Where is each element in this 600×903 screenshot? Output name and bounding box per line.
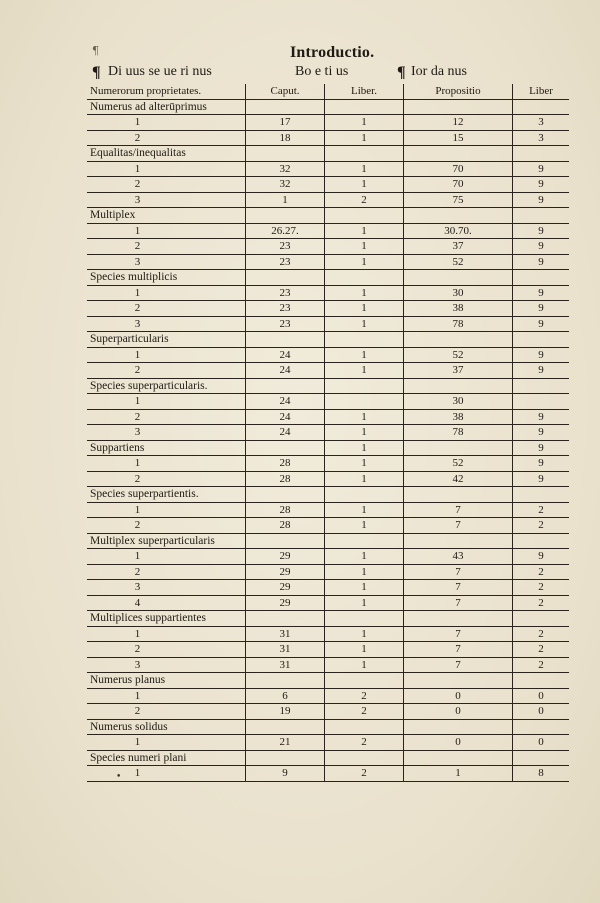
headline xyxy=(92,64,562,84)
cell-liber-2 xyxy=(513,208,570,224)
cell-propositio xyxy=(404,270,513,286)
cell-topic: 2 xyxy=(87,704,246,720)
cell-topic: 1 xyxy=(87,161,246,177)
cell-propositio xyxy=(404,611,513,627)
cell-propositio: 43 xyxy=(404,549,513,565)
cell-caput: 23 xyxy=(246,316,325,332)
cell-caput: 24 xyxy=(246,394,325,410)
col-header-caput: Caput. xyxy=(246,84,325,99)
table-row xyxy=(87,626,569,642)
cell-liber: 2 xyxy=(325,192,404,208)
cell-caput xyxy=(246,440,325,456)
cell-propositio: 1 xyxy=(404,766,513,782)
col-header-topic: Numerorum proprietates. xyxy=(87,84,246,99)
cell-topic: 3 xyxy=(87,254,246,270)
cell-topic: 1 xyxy=(87,688,246,704)
table-row xyxy=(87,735,569,751)
cell-liber: 1 xyxy=(325,254,404,270)
cell-propositio: 30.70. xyxy=(404,223,513,239)
cell-caput: 29 xyxy=(246,564,325,580)
cell-caput: 17 xyxy=(246,115,325,131)
cell-liber: 1 xyxy=(325,471,404,487)
cell-liber xyxy=(325,487,404,503)
cell-topic: 2 xyxy=(87,409,246,425)
cell-liber-2 xyxy=(513,99,570,115)
cell-liber-2 xyxy=(513,394,570,410)
cell-propositio xyxy=(404,208,513,224)
cell-topic: Species numeri plani xyxy=(87,750,246,766)
cell-topic: 4 xyxy=(87,595,246,611)
cell-propositio: 52 xyxy=(404,456,513,472)
table-row xyxy=(87,161,569,177)
cell-caput: 28 xyxy=(246,502,325,518)
cell-liber xyxy=(325,99,404,115)
cell-topic: Species superpartientis. xyxy=(87,487,246,503)
cell-caput xyxy=(246,487,325,503)
cell-liber-2: 9 xyxy=(513,285,570,301)
cell-liber-2: 9 xyxy=(513,409,570,425)
cell-liber: 1 xyxy=(325,161,404,177)
cell-liber-2 xyxy=(513,533,570,549)
cell-caput: 32 xyxy=(246,177,325,193)
pilcrow-mark: ¶ xyxy=(92,64,101,81)
cell-caput: 28 xyxy=(246,518,325,534)
cell-caput xyxy=(246,208,325,224)
cell-liber-2 xyxy=(513,673,570,689)
headline-text-1: Di uus se ue ri nus xyxy=(108,64,212,79)
table-row xyxy=(87,704,569,720)
table-row xyxy=(87,130,569,146)
cell-propositio: 0 xyxy=(404,704,513,720)
cell-liber-2: 9 xyxy=(513,471,570,487)
table-row xyxy=(87,642,569,658)
cell-caput: 23 xyxy=(246,254,325,270)
cell-liber: 2 xyxy=(325,688,404,704)
cell-propositio: 7 xyxy=(404,626,513,642)
headline-text-3: Ior da nus xyxy=(411,64,467,79)
cell-liber: 1 xyxy=(325,301,404,317)
cell-caput xyxy=(246,378,325,394)
cell-propositio: 30 xyxy=(404,394,513,410)
cell-propositio: 7 xyxy=(404,564,513,580)
col-header-propositio: Propositio xyxy=(404,84,513,99)
cell-topic: Suppartiens xyxy=(87,440,246,456)
cell-topic: Equalitas/inequalitas xyxy=(87,146,246,162)
cell-caput: 23 xyxy=(246,239,325,255)
section-row xyxy=(87,99,569,115)
section-row xyxy=(87,378,569,394)
cell-propositio: 75 xyxy=(404,192,513,208)
cell-liber-2: 2 xyxy=(513,564,570,580)
cell-caput: 31 xyxy=(246,626,325,642)
index-table xyxy=(87,84,569,782)
section-row xyxy=(87,208,569,224)
cell-topic: 2 xyxy=(87,518,246,534)
cell-caput: 24 xyxy=(246,425,325,441)
table-row xyxy=(87,115,569,131)
cell-propositio xyxy=(404,146,513,162)
cell-topic: 1 xyxy=(87,456,246,472)
cell-liber-2: 8 xyxy=(513,766,570,782)
cell-propositio: 78 xyxy=(404,425,513,441)
cell-topic: Multiplex superparticularis xyxy=(87,533,246,549)
cell-caput: 6 xyxy=(246,688,325,704)
cell-topic: Superparticularis xyxy=(87,332,246,348)
cell-liber: 1 xyxy=(325,425,404,441)
cell-liber: 1 xyxy=(325,409,404,425)
cell-topic: 3 xyxy=(87,657,246,673)
section-row xyxy=(87,146,569,162)
cell-caput: 32 xyxy=(246,161,325,177)
cell-caput: 29 xyxy=(246,595,325,611)
cell-caput: 23 xyxy=(246,301,325,317)
table-row xyxy=(87,177,569,193)
table-row xyxy=(87,471,569,487)
cell-topic: 2 xyxy=(87,363,246,379)
cell-caput xyxy=(246,99,325,115)
cell-topic: 3 xyxy=(87,316,246,332)
cell-liber-2: 2 xyxy=(513,595,570,611)
section-row xyxy=(87,719,569,735)
cell-propositio: 70 xyxy=(404,161,513,177)
cell-caput: 28 xyxy=(246,471,325,487)
cell-propositio: 42 xyxy=(404,471,513,487)
cell-liber-2: 2 xyxy=(513,657,570,673)
cell-caput: 18 xyxy=(246,130,325,146)
cell-caput xyxy=(246,146,325,162)
cell-propositio xyxy=(404,719,513,735)
cell-liber: 1 xyxy=(325,177,404,193)
table-row xyxy=(87,456,569,472)
table-row xyxy=(87,564,569,580)
cell-caput: 26.27. xyxy=(246,223,325,239)
cell-liber: 1 xyxy=(325,239,404,255)
cell-propositio: 7 xyxy=(404,657,513,673)
table-body xyxy=(87,99,569,781)
cell-liber-2 xyxy=(513,378,570,394)
cell-caput xyxy=(246,673,325,689)
table-row xyxy=(87,409,569,425)
cell-liber: 1 xyxy=(325,580,404,596)
cell-propositio: 0 xyxy=(404,735,513,751)
cell-topic: Species multiplicis xyxy=(87,270,246,286)
cell-caput xyxy=(246,611,325,627)
cell-liber xyxy=(325,533,404,549)
cell-propositio: 7 xyxy=(404,642,513,658)
cell-topic: Multiplices suppartientes xyxy=(87,611,246,627)
cell-propositio: 70 xyxy=(404,177,513,193)
cell-liber xyxy=(325,332,404,348)
cell-topic: 1 xyxy=(87,502,246,518)
cell-liber-2: 2 xyxy=(513,626,570,642)
cell-caput: 24 xyxy=(246,363,325,379)
cell-liber-2 xyxy=(513,611,570,627)
cell-propositio xyxy=(404,440,513,456)
table-row xyxy=(87,657,569,673)
page-mark: ¶ xyxy=(92,44,99,57)
cell-caput xyxy=(246,533,325,549)
cell-caput xyxy=(246,332,325,348)
cell-liber-2: 2 xyxy=(513,518,570,534)
cell-caput: 29 xyxy=(246,549,325,565)
cell-caput xyxy=(246,750,325,766)
cell-liber-2 xyxy=(513,332,570,348)
cell-topic: 1 xyxy=(87,626,246,642)
col-header-liber-2: Liber xyxy=(513,84,570,99)
cell-caput: 29 xyxy=(246,580,325,596)
cell-liber: 1 xyxy=(325,626,404,642)
cell-propositio: 78 xyxy=(404,316,513,332)
cell-liber-2: 9 xyxy=(513,223,570,239)
section-row xyxy=(87,750,569,766)
cell-liber: 1 xyxy=(325,440,404,456)
cell-propositio xyxy=(404,533,513,549)
cell-caput: 31 xyxy=(246,657,325,673)
table-header-row xyxy=(87,84,569,99)
cell-liber-2: 9 xyxy=(513,363,570,379)
cell-propositio: 7 xyxy=(404,518,513,534)
cell-liber-2: 0 xyxy=(513,704,570,720)
cell-liber: 1 xyxy=(325,657,404,673)
cell-liber-2: 9 xyxy=(513,440,570,456)
cell-caput: 24 xyxy=(246,409,325,425)
table-row xyxy=(87,502,569,518)
cell-caput xyxy=(246,719,325,735)
cell-liber-2 xyxy=(513,146,570,162)
cell-liber: 1 xyxy=(325,115,404,131)
section-row xyxy=(87,487,569,503)
cell-propositio xyxy=(404,487,513,503)
cell-topic: 1 xyxy=(87,394,246,410)
table-row xyxy=(87,595,569,611)
cell-liber: 2 xyxy=(325,766,404,782)
cell-liber: 1 xyxy=(325,456,404,472)
cell-liber-2: 9 xyxy=(513,301,570,317)
cell-propositio xyxy=(404,750,513,766)
cell-topic: Numerus ad alterūprimus xyxy=(87,99,246,115)
cell-caput: 28 xyxy=(246,456,325,472)
cell-liber-2: 9 xyxy=(513,347,570,363)
table-row xyxy=(87,301,569,317)
cell-liber-2: 9 xyxy=(513,161,570,177)
cell-propositio xyxy=(404,378,513,394)
headline-text-2: Bo e ti us xyxy=(295,64,349,79)
cell-liber-2: 9 xyxy=(513,456,570,472)
cell-liber xyxy=(325,378,404,394)
running-head: Introductio. xyxy=(290,44,375,61)
cell-liber xyxy=(325,750,404,766)
cell-liber-2: 2 xyxy=(513,642,570,658)
cell-topic: 2 xyxy=(87,130,246,146)
cell-propositio: 7 xyxy=(404,580,513,596)
cell-liber-2 xyxy=(513,719,570,735)
section-row xyxy=(87,332,569,348)
cell-liber-2: 3 xyxy=(513,130,570,146)
cell-liber: 1 xyxy=(325,347,404,363)
table-row xyxy=(87,192,569,208)
cell-liber-2 xyxy=(513,487,570,503)
pilcrow-mark-2: ¶ xyxy=(397,64,406,81)
table-row xyxy=(87,285,569,301)
cell-liber-2 xyxy=(513,270,570,286)
cell-liber-2: 0 xyxy=(513,735,570,751)
section-row xyxy=(87,270,569,286)
cell-topic: 3 xyxy=(87,580,246,596)
cell-caput: 9 xyxy=(246,766,325,782)
cell-liber: 1 xyxy=(325,518,404,534)
cell-propositio: 38 xyxy=(404,301,513,317)
cell-propositio xyxy=(404,332,513,348)
cell-topic: 1 xyxy=(87,115,246,131)
cell-liber: 1 xyxy=(325,285,404,301)
cell-liber: 1 xyxy=(325,595,404,611)
cell-liber: 1 xyxy=(325,642,404,658)
table-row xyxy=(87,766,569,782)
cell-liber: 1 xyxy=(325,316,404,332)
cell-topic: Numerus planus xyxy=(87,673,246,689)
cell-liber xyxy=(325,270,404,286)
col-header-liber: Liber. xyxy=(325,84,404,99)
table-row xyxy=(87,518,569,534)
cell-liber-2: 3 xyxy=(513,115,570,131)
cell-propositio: 38 xyxy=(404,409,513,425)
table-row xyxy=(87,425,569,441)
cell-liber: 1 xyxy=(325,549,404,565)
cell-liber xyxy=(325,673,404,689)
cell-caput: 24 xyxy=(246,347,325,363)
cell-propositio: 52 xyxy=(404,254,513,270)
cell-propositio: 15 xyxy=(404,130,513,146)
cell-liber: 1 xyxy=(325,502,404,518)
cell-liber xyxy=(325,208,404,224)
cell-topic: 2 xyxy=(87,471,246,487)
cell-liber: 2 xyxy=(325,735,404,751)
table-row xyxy=(87,254,569,270)
cell-liber xyxy=(325,611,404,627)
cell-propositio: 37 xyxy=(404,239,513,255)
cell-topic: 1 xyxy=(87,766,246,782)
cell-topic: 2 xyxy=(87,177,246,193)
cell-liber: 1 xyxy=(325,130,404,146)
cell-propositio: 30 xyxy=(404,285,513,301)
cell-topic: 2 xyxy=(87,564,246,580)
cell-propositio: 52 xyxy=(404,347,513,363)
cell-liber-2: 2 xyxy=(513,580,570,596)
cell-liber-2: 9 xyxy=(513,254,570,270)
table-row xyxy=(87,688,569,704)
cell-topic: 2 xyxy=(87,642,246,658)
section-row xyxy=(87,611,569,627)
cell-caput: 23 xyxy=(246,285,325,301)
cell-topic: 1 xyxy=(87,223,246,239)
cell-propositio xyxy=(404,673,513,689)
cell-topic: 1 xyxy=(87,735,246,751)
cell-liber: 1 xyxy=(325,564,404,580)
cell-liber-2: 2 xyxy=(513,502,570,518)
cell-topic: 3 xyxy=(87,425,246,441)
cell-topic: Species superparticularis. xyxy=(87,378,246,394)
table-row xyxy=(87,316,569,332)
cell-propositio: 0 xyxy=(404,688,513,704)
cell-liber-2: 9 xyxy=(513,549,570,565)
cell-liber-2: 9 xyxy=(513,177,570,193)
section-row xyxy=(87,440,569,456)
cell-caput: 31 xyxy=(246,642,325,658)
cell-liber-2: 9 xyxy=(513,239,570,255)
cell-liber: 1 xyxy=(325,223,404,239)
cell-topic: 1 xyxy=(87,285,246,301)
cell-topic: Multiplex xyxy=(87,208,246,224)
cell-propositio: 37 xyxy=(404,363,513,379)
cell-caput: 21 xyxy=(246,735,325,751)
cell-propositio: 12 xyxy=(404,115,513,131)
cell-propositio: 7 xyxy=(404,595,513,611)
section-row xyxy=(87,533,569,549)
cell-topic: 3 xyxy=(87,192,246,208)
table-row xyxy=(87,394,569,410)
cell-liber-2: 9 xyxy=(513,425,570,441)
cell-liber xyxy=(325,146,404,162)
page-dot: • xyxy=(116,772,122,782)
cell-propositio: 7 xyxy=(404,502,513,518)
cell-liber xyxy=(325,719,404,735)
cell-liber-2: 9 xyxy=(513,192,570,208)
cell-topic: 1 xyxy=(87,549,246,565)
cell-liber: 1 xyxy=(325,363,404,379)
cell-caput: 1 xyxy=(246,192,325,208)
section-row xyxy=(87,673,569,689)
table-row xyxy=(87,347,569,363)
cell-liber: 2 xyxy=(325,704,404,720)
cell-liber-2: 0 xyxy=(513,688,570,704)
table-row xyxy=(87,239,569,255)
table-row xyxy=(87,223,569,239)
cell-topic: Numerus solidus xyxy=(87,719,246,735)
cell-caput: 19 xyxy=(246,704,325,720)
table-row xyxy=(87,580,569,596)
cell-liber xyxy=(325,394,404,410)
cell-liber-2: 9 xyxy=(513,316,570,332)
table-row xyxy=(87,549,569,565)
cell-liber-2 xyxy=(513,750,570,766)
cell-topic: 2 xyxy=(87,239,246,255)
cell-topic: 1 xyxy=(87,347,246,363)
cell-propositio xyxy=(404,99,513,115)
table-row xyxy=(87,363,569,379)
cell-topic: 2 xyxy=(87,301,246,317)
cell-caput xyxy=(246,270,325,286)
